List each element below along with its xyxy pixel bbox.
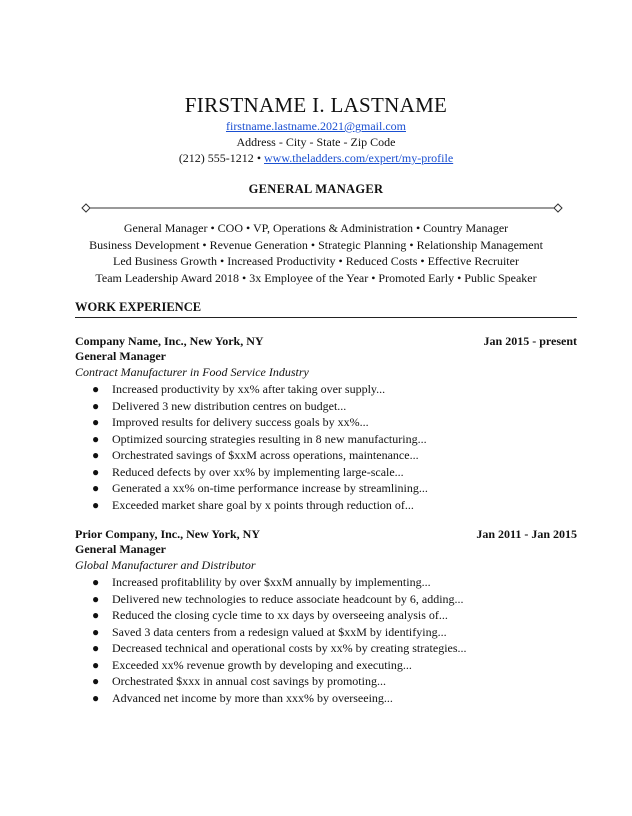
contact-separator: • [256,151,262,165]
achievement-item [75,640,577,657]
bullet-icon: ● [92,674,100,688]
achievement-item [75,431,577,448]
job-role: General Manager [75,349,166,363]
bullet-icon: ● [92,481,100,495]
bullet-icon: ● [92,431,100,446]
job-entry [75,334,577,513]
phone-number: (212) 555-1212 [178,151,254,165]
resume-header [0,92,632,166]
keyword-line: Led Business Growth • Increased Productivity • Reduced Costs • Effective Recruiter [113,254,519,268]
achievement-item [75,657,577,674]
achievement-text: Orchestrated savings of $xxM across operations, maintenance... [112,448,419,462]
achievement-text: Optimized sourcing strategies resulting in 8 new manufacturing... [112,431,427,446]
achievement-item [75,398,577,415]
achievement-text: Delivered new technologies to reduce associate headcount by 6, adding... [112,591,464,606]
profile-link[interactable]: www.theladders.com/expert/my-profile [264,151,454,165]
bullet-icon: ● [92,641,100,655]
achievement-item [75,447,577,464]
achievement-text: Decreased technical and operational costs by xx% by creating strategies... [112,641,467,655]
bullet-icon: ● [92,448,100,462]
left-diamond-icon [82,204,90,212]
achievement-text: Exceeded xx% revenue growth by developing and executing... [112,657,412,672]
achievement-item [75,591,577,608]
bullet-icon: ● [92,398,100,413]
keyword-summary [0,220,632,286]
job-dates: Jan 2015 - present [483,334,577,348]
achievement-text: Increased productivity by xx% after taking over supply... [112,382,386,396]
right-diamond-icon [554,204,562,212]
achievement-text: Orchestrated $xxx in annual cost savings by promoting... [112,674,386,688]
company-name: Prior Company, Inc., New York, NY [75,527,260,541]
bullet-icon: ● [92,690,100,705]
achievement-text: Saved 3 data centers from a redesign valued at $xxM by identifying... [112,624,447,639]
achievement-item [75,574,577,591]
job-entry [75,527,577,706]
bullet-icon: ● [92,657,100,672]
achievement-item [75,673,577,690]
achievement-item [75,690,577,707]
address-line: Address - City - State - Zip Code [236,135,396,149]
achievement-item [75,480,577,497]
bullet-icon: ● [92,591,100,606]
achievement-item [75,607,577,624]
achievement-list [75,574,577,706]
achievement-text: Increased profitablility by over $xxM annually by implementing... [112,575,431,589]
achievement-item [75,497,577,514]
achievement-text: Generated a xx% on-time performance increase by streamlining... [112,481,428,495]
achievement-text: Delivered 3 new distribution centres on budget... [112,398,347,413]
job-header [75,334,577,349]
achievement-text: Reduced the closing cycle time to xx days by overseeing analysis of... [112,608,448,622]
email-link[interactable]: firstname.lastname.2021@gmail.com [225,119,406,133]
bullet-icon: ● [92,575,100,589]
achievement-item [75,381,577,398]
keyword-line: Business Development • Revenue Generation • Strategic Planning • Relationship Management [89,237,543,252]
achievement-text: Reduced defects by over xx% by implementing large-scale... [112,464,404,479]
work-experience-heading: WORK EXPERIENCE [75,300,202,314]
company-name: Company Name, Inc., New York, NY [75,334,264,348]
bullet-icon: ● [92,608,100,622]
job-title-heading: GENERAL MANAGER [248,182,384,196]
achievement-list [75,381,577,513]
job-dates: Jan 2011 - Jan 2015 [476,527,577,541]
candidate-name: FIRSTNAME I. LASTNAME [184,93,448,117]
achievement-item [75,624,577,641]
achievement-item [75,414,577,431]
job-header [75,527,577,542]
section-rule [75,317,577,318]
achievement-text: Advanced net income by more than xxx% by overseeing... [112,690,393,705]
job-role: General Manager [75,542,166,556]
keyword-line: Team Leadership Award 2018 • 3x Employee of the Year • Promoted Early • Public Speaker [95,270,537,285]
company-description: Global Manufacturer and Distributor [75,558,256,572]
company-description: Contract Manufacturer in Food Service Industry [75,365,309,379]
keyword-line: General Manager • COO • VP, Operations & Administration • Country Manager [123,221,509,235]
bullet-icon: ● [92,415,100,429]
phone-profile-line [0,150,632,166]
achievement-item [75,464,577,481]
bullet-icon: ● [92,464,100,479]
email-line [0,118,632,134]
bullet-icon: ● [92,497,100,512]
bullet-icon: ● [92,382,100,396]
diamond-divider [81,203,563,213]
bullet-icon: ● [92,624,100,639]
achievement-text: Improved results for delivery success goals by xx%... [112,415,369,429]
achievement-text: Exceeded market share goal by x points through reduction of... [112,497,414,512]
